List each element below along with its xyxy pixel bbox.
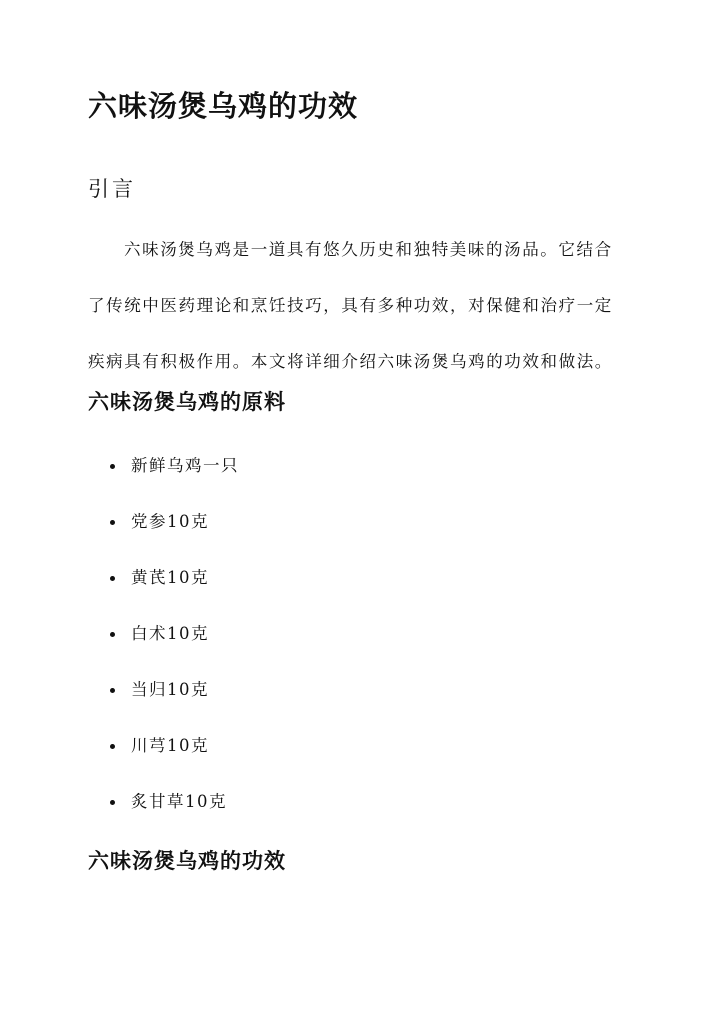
bullet-icon [110, 632, 115, 637]
list-item-text: 党参10克 [131, 512, 209, 531]
ingredients-list [0, 452, 720, 844]
list-item-text: 当归10克 [131, 680, 209, 699]
list-item [0, 508, 720, 564]
list-item [0, 732, 720, 788]
intro-paragraph [88, 236, 633, 376]
bullet-icon [110, 744, 115, 749]
bullet-icon [110, 800, 115, 805]
intro-line-3: 疾病具有积极作用。本文将详细介绍六味汤煲乌鸡的功效和做法。 [88, 352, 613, 371]
effects-heading: 六味汤煲乌鸡的功效 [88, 848, 286, 873]
list-item-text: 新鲜乌鸡一只 [131, 456, 239, 475]
list-item [0, 564, 720, 620]
list-item-text: 黄芪10克 [131, 568, 209, 587]
intro-line-1: 六味汤煲乌鸡是一道具有悠久历史和独特美味的汤品。它结合 [124, 240, 613, 259]
intro-heading: 引言 [88, 177, 136, 201]
list-item [0, 788, 720, 844]
list-item-text: 炙甘草10克 [131, 792, 227, 811]
bullet-icon [110, 576, 115, 581]
list-item [0, 676, 720, 732]
list-item-text: 川芎10克 [131, 736, 209, 755]
list-item [0, 452, 720, 508]
ingredients-heading: 六味汤煲乌鸡的原料 [88, 389, 286, 414]
bullet-icon [110, 464, 115, 469]
list-item [0, 620, 720, 676]
bullet-icon [110, 688, 115, 693]
list-item-text: 白术10克 [131, 624, 209, 643]
page-title: 六味汤煲乌鸡的功效 [88, 89, 359, 123]
intro-line-2: 了传统中医药理论和烹饪技巧，具有多种功效，对保健和治疗一定 [88, 296, 613, 315]
bullet-icon [110, 520, 115, 525]
